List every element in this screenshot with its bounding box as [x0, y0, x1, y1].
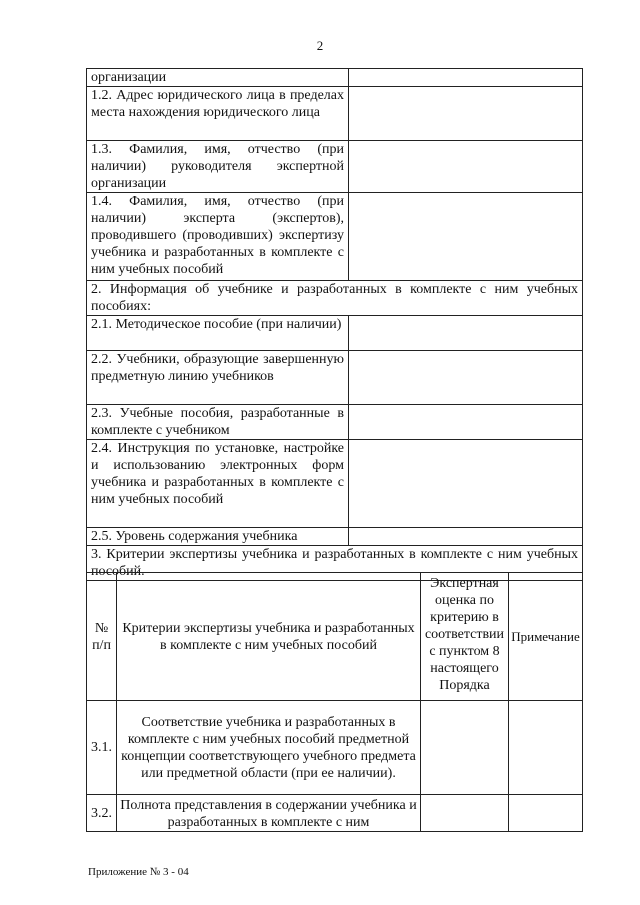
table-row [87, 795, 583, 832]
row-value [349, 528, 583, 546]
table-row [87, 69, 583, 87]
row-score [421, 795, 509, 832]
table-row [87, 281, 583, 316]
page-number: 2 [316, 38, 324, 53]
row-label: 1.2. Адрес юридического лица в пределах места нахождения юридического лица [87, 87, 349, 141]
row-label: 2.4. Инструкция по установке, настройке и использованию электронных форм учебника и разработанных в комплекте с ним учебных пособий [87, 440, 349, 528]
table-row [87, 141, 583, 193]
row-value [349, 351, 583, 405]
section-heading: 2. Информация об учебнике и разработанных в комплекте с ним учебных пособиях: [87, 281, 583, 316]
row-value [349, 405, 583, 440]
header-num: № п/п [87, 573, 117, 701]
criteria-header-row [87, 573, 583, 701]
row-value [349, 87, 583, 141]
section-heading: 3. Критерии экспертизы учебника и разработанных в комплекте с ним учебных пособий. [87, 546, 583, 581]
row-label: 2.2. Учебники, образующие завершенную предметную линию учебников [87, 351, 349, 405]
row-note [509, 701, 583, 795]
row-label: 1.3. Фамилия, имя, отчество (при наличии) руководителя экспертной организации [87, 141, 349, 193]
table-row [87, 405, 583, 440]
row-label: организации [87, 69, 349, 87]
row-value [349, 193, 583, 281]
row-criteria: Соответствие учебника и разработанных в комплекте с ним учебных пособий предметной концепции соответствующего учебного предмета или предметной области (при ее наличии). [117, 701, 421, 795]
row-label: 2.5. Уровень содержания учебника [87, 528, 349, 546]
row-label: 2.1. Методическое пособие (при наличии) [87, 316, 349, 351]
table-row [87, 528, 583, 546]
table-row [87, 87, 583, 141]
row-value [349, 316, 583, 351]
header-criteria: Критерии экспертизы учебника и разработанных в комплекте с ним учебных пособий [117, 573, 421, 701]
row-value [349, 69, 583, 87]
header-score: Экспертная оценка по критерию в соответствии с пунктом 8 настоящего Порядка [421, 573, 509, 701]
criteria-table [86, 572, 583, 832]
table-row [87, 193, 583, 281]
row-label: 1.4. Фамилия, имя, отчество (при наличии) эксперта (экспертов), проводившего (проводивших) экспертизу учебника и разработанных в комплекте с ним учебных пособий [87, 193, 349, 281]
table-row [87, 440, 583, 528]
row-value [349, 440, 583, 528]
row-criteria: Полнота представления в содержании учебника и разработанных в комплекте с ним [117, 795, 421, 832]
table-row [87, 316, 583, 351]
info-table [86, 68, 583, 581]
row-label: 2.3. Учебные пособия, разработанные в комплекте с учебником [87, 405, 349, 440]
row-note [509, 795, 583, 832]
table-row [87, 351, 583, 405]
table-row [87, 701, 583, 795]
row-value [349, 141, 583, 193]
row-score [421, 701, 509, 795]
header-note: Примечание [509, 573, 583, 701]
row-num: 3.1. [87, 701, 117, 795]
footer-note: Приложение № 3 - 04 [88, 866, 189, 878]
row-num: 3.2. [87, 795, 117, 832]
